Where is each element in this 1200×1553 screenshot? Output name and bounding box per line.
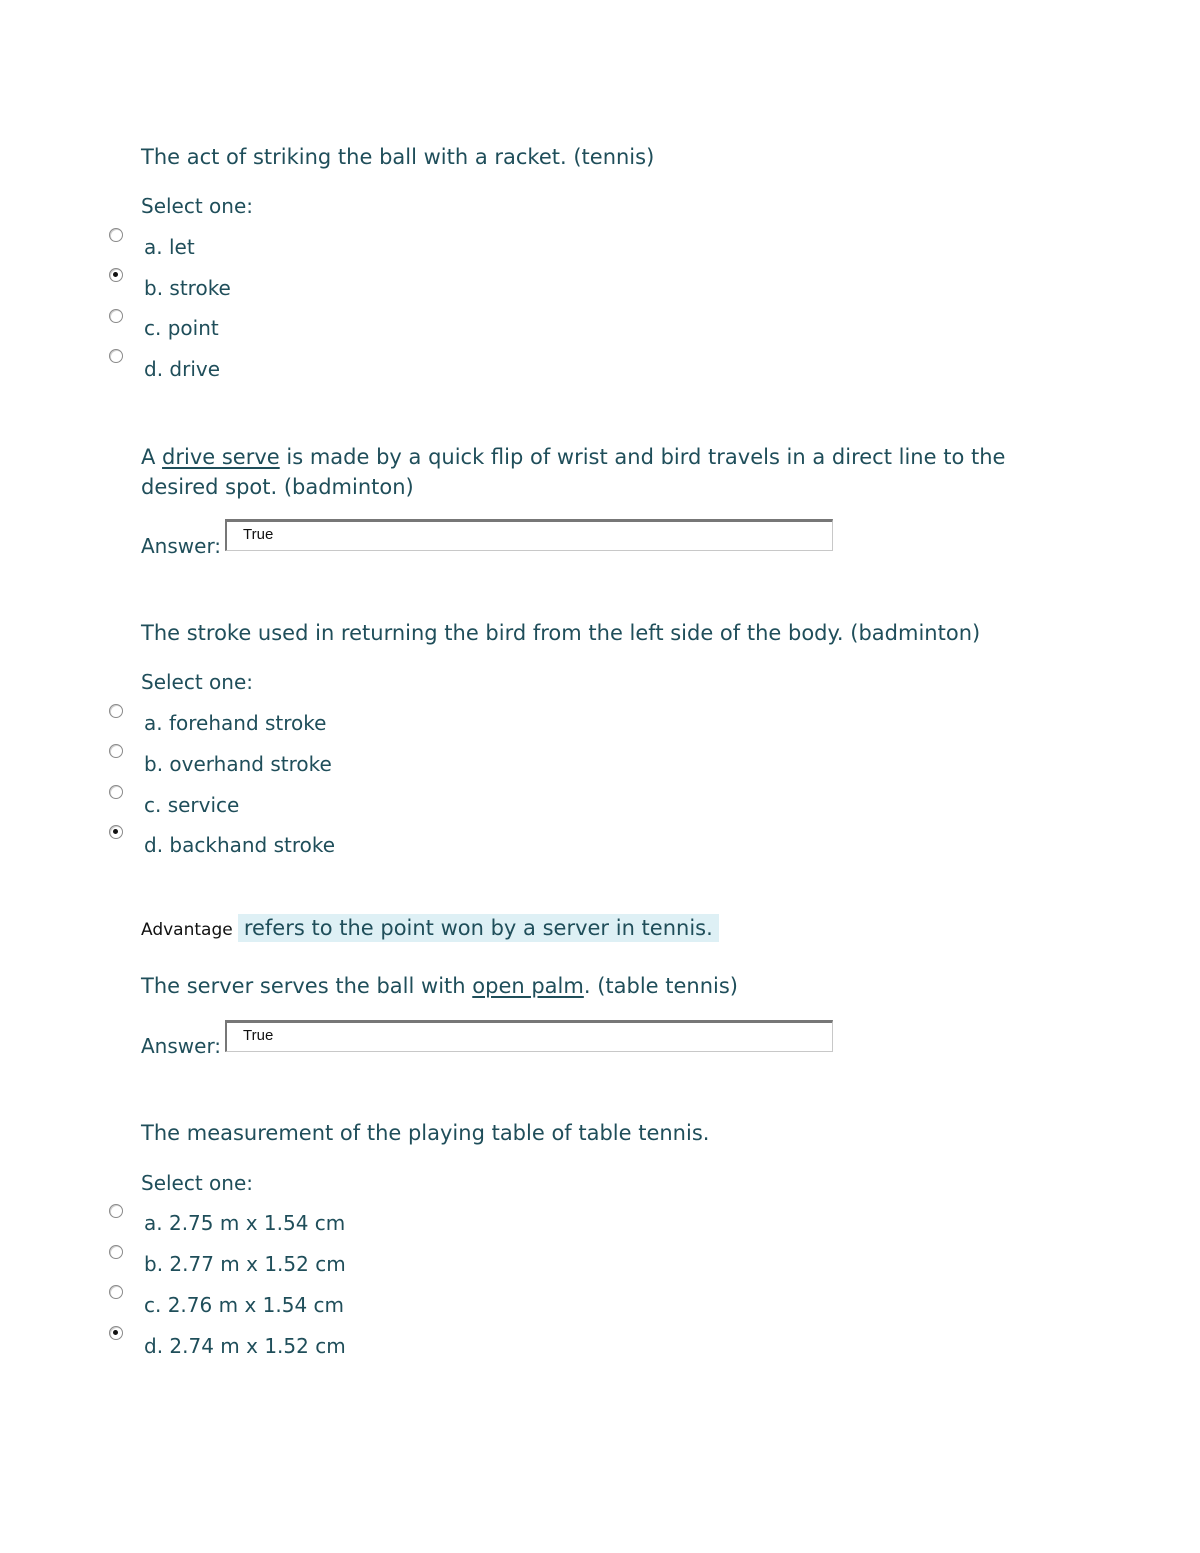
select-one-label: Select one: [141, 670, 254, 694]
select-one-label: Select one: [141, 194, 254, 218]
question-1-text: The act of striking the ball with a racket. (tennis) [141, 145, 655, 169]
q3-option-b-radio[interactable] [109, 744, 123, 758]
q1-option-d-radio[interactable] [109, 349, 123, 363]
q6-option-b-label[interactable]: b. 2.77 m x 1.52 cm [144, 1252, 346, 1276]
q2-answer-field[interactable] [225, 519, 833, 551]
q3-option-c-radio[interactable] [109, 785, 123, 799]
q6-option-a-radio[interactable] [109, 1204, 123, 1218]
question-2-text-end: is made by a quick flip of wrist and bird travels in a direct line to the desired spot. (badminton) [141, 445, 1006, 499]
q5-answer-value: True [243, 1027, 274, 1044]
q3-option-b-label[interactable]: b. overhand stroke [144, 752, 332, 776]
q4-statement-text: refers to the point won by a server in tennis. [238, 914, 719, 942]
q3-option-c-label[interactable]: c. service [144, 793, 240, 817]
q4-answer-word: Advantage [141, 920, 233, 940]
q6-option-c-label[interactable]: c. 2.76 m x 1.54 cm [144, 1293, 344, 1317]
select-one-label: Select one: [141, 1171, 254, 1195]
q1-option-c-label[interactable]: c. point [144, 316, 219, 340]
question-5-underlined-term: open palm [472, 974, 584, 998]
question-5-text-end: . (table tennis) [583, 974, 738, 998]
q1-option-a-radio[interactable] [109, 228, 123, 242]
q3-option-d-label[interactable]: d. backhand stroke [144, 833, 336, 857]
question-5-text [141, 971, 738, 1001]
question-2-underlined-term: drive serve [162, 445, 280, 469]
q1-option-d-label[interactable]: d. drive [144, 357, 221, 381]
q6-option-a-label[interactable]: a. 2.75 m x 1.54 cm [144, 1211, 346, 1235]
q5-answer-label: Answer: [141, 1034, 222, 1058]
q3-option-a-radio[interactable] [109, 704, 123, 718]
q6-option-c-radio[interactable] [109, 1285, 123, 1299]
q1-option-a-label[interactable]: a. let [144, 235, 195, 259]
q1-option-c-radio[interactable] [109, 309, 123, 323]
question-2-text-start: A [141, 445, 163, 469]
question-4-statement [141, 916, 719, 940]
q1-option-b-label[interactable]: b. stroke [144, 276, 231, 300]
question-6-text: The measurement of the playing table of table tennis. [141, 1121, 710, 1145]
question-5-text-start: The server serves the ball with [141, 974, 473, 998]
q3-option-d-radio[interactable] [109, 825, 123, 839]
q2-answer-label: Answer: [141, 534, 222, 558]
q1-option-b-radio[interactable] [109, 268, 123, 282]
q2-answer-value: True [243, 526, 274, 543]
q6-option-d-radio[interactable] [109, 1326, 123, 1340]
question-3-text: The stroke used in returning the bird from the left side of the body. (badminton) [141, 621, 981, 645]
q6-option-d-label[interactable]: d. 2.74 m x 1.52 cm [144, 1334, 346, 1358]
question-2-text [141, 442, 1041, 502]
q5-answer-field[interactable] [225, 1020, 833, 1052]
q6-option-b-radio[interactable] [109, 1245, 123, 1259]
q3-option-a-label[interactable]: a. forehand stroke [144, 711, 327, 735]
